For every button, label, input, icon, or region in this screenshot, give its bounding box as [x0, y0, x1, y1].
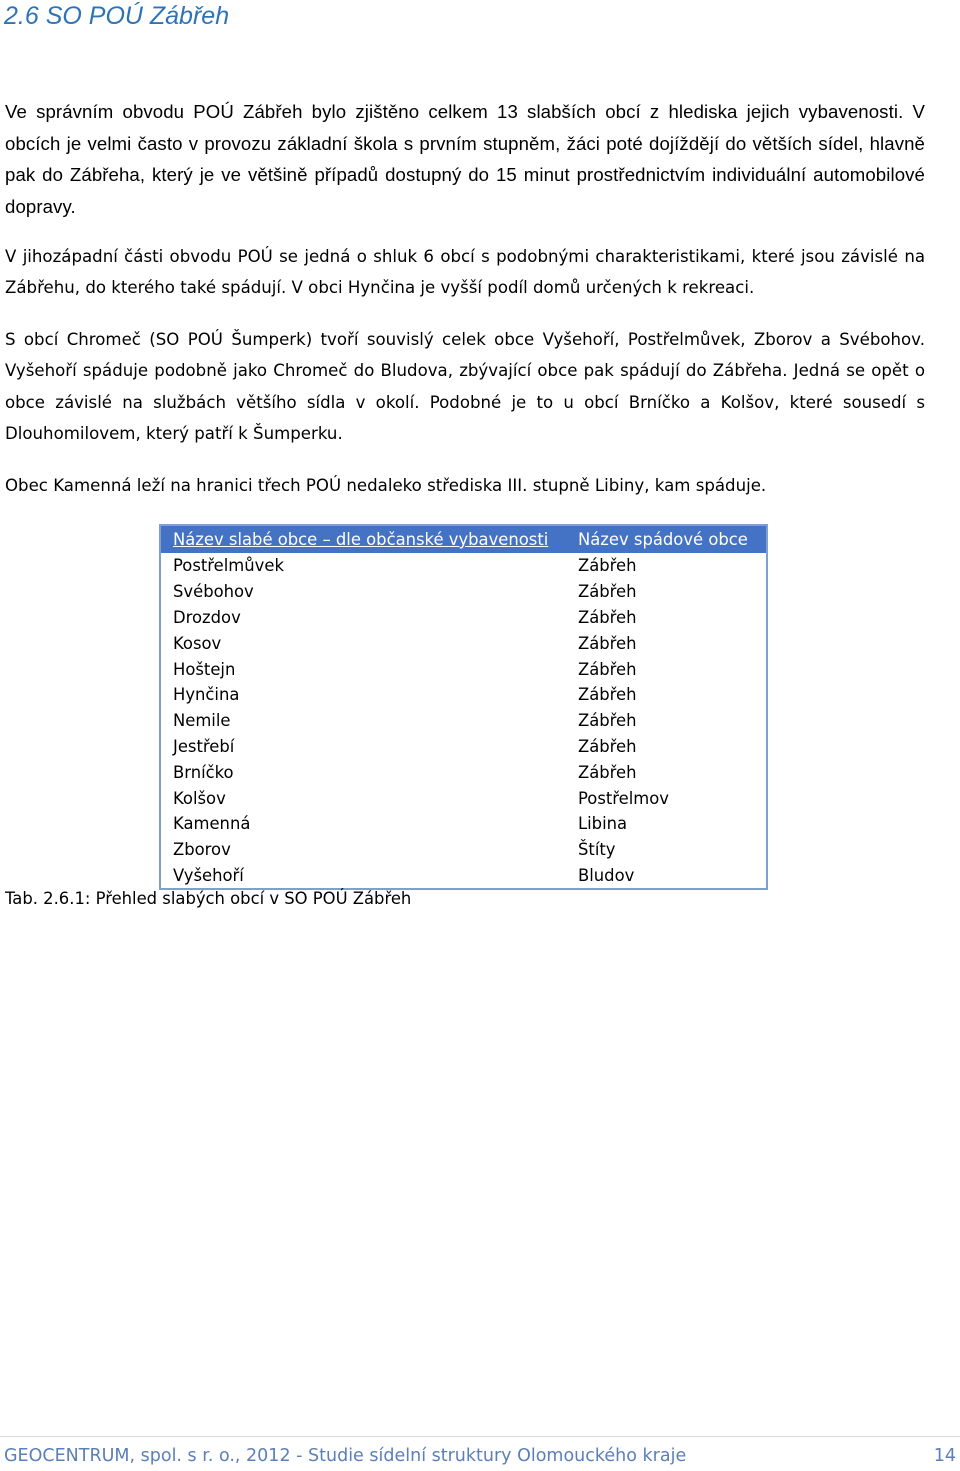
table-row: [161, 579, 766, 605]
page-number: 14: [933, 1446, 956, 1466]
table-row: [161, 708, 766, 734]
footer-divider: [0, 1436, 960, 1437]
header-weak-municipality: Název slabé obce – dle občanské vybavenosti: [173, 530, 549, 549]
cell-catchment-municipality: Postřelmov: [578, 788, 670, 808]
cell-weak-municipality: Hynčina: [173, 685, 240, 705]
cell-catchment-municipality: Zábřeh: [578, 736, 637, 756]
footer-text: GEOCENTRUM, spol. s r. o., 2012 - Studie sídelní struktury Olomouckého kraje: [4, 1446, 687, 1466]
cell-catchment-municipality: Libina: [578, 814, 628, 834]
paragraph-chromec: S obcí Chromeč (SO POÚ Šumperk) tvoří souvislý celek obce Vyšehoří, Postřelmůvek, Zborov a Svébohov. Vyšehoří spáduje podobně jako Chromeč do Bludova, zbývající obce pak spádují do Zábřeha. Jedná se opět o obce závislé na službách většího sídla v okolí. Podobné je to u obcí Brníčko a Kolšov, které sousedí s Dlouhomilovem, který patří k Šumperku.: [5, 330, 925, 443]
cell-catchment-municipality: Štíty: [578, 840, 616, 860]
table-row: [161, 759, 766, 785]
cell-weak-municipality: Kolšov: [173, 788, 226, 808]
table-row: [161, 682, 766, 708]
paragraph-kamenna: Obec Kamenná leží na hranici třech POÚ nedaleko střediska III. stupně Libiny, kam spáduje.: [5, 476, 767, 495]
table-row: [161, 863, 766, 889]
cell-catchment-municipality: Zábřeh: [578, 607, 637, 627]
cell-weak-municipality: Brníčko: [173, 762, 234, 782]
table-row: [161, 734, 766, 760]
cell-weak-municipality: Drozdov: [173, 607, 241, 627]
paragraph-intro: Ve správním obvodu POÚ Zábřeh bylo zjištěno celkem 13 slabších obcí z hlediska jejich vybavenosti. V obcích je velmi často v provozu základní škola s prvním stupněm, žáci poté dojíždějí do větších sídel, hlavně pak do Zábřeha, který je ve většině případů dostupný do 15 minut prostřednictvím individuální automobilové dopravy.: [5, 101, 925, 217]
weak-municipalities-table: [159, 524, 768, 890]
cell-weak-municipality: Zborov: [173, 840, 231, 860]
cell-weak-municipality: Postřelmůvek: [173, 556, 284, 576]
table-row: [161, 630, 766, 656]
cell-catchment-municipality: Bludov: [578, 865, 635, 885]
cell-weak-municipality: Jestřebí: [173, 736, 235, 756]
cell-weak-municipality: Nemile: [173, 711, 231, 731]
table-row: [161, 656, 766, 682]
cell-catchment-municipality: Zábřeh: [578, 582, 637, 602]
cell-weak-municipality: Kamenná: [173, 814, 251, 834]
section-heading: 2.6 SO POÚ Zábřeh: [4, 2, 230, 30]
cell-weak-municipality: Vyšehoří: [173, 865, 244, 885]
cell-catchment-municipality: Zábřeh: [578, 685, 637, 705]
cell-catchment-municipality: Zábřeh: [578, 556, 637, 576]
cell-catchment-municipality: Zábřeh: [578, 659, 637, 679]
cell-catchment-municipality: Zábřeh: [578, 762, 637, 782]
table-row: [161, 553, 766, 579]
table-body: [161, 553, 766, 888]
paragraph-southwest: V jihozápadní části obvodu POÚ se jedná o shluk 6 obcí s podobnými charakteristikami, které jsou závislé na Zábřehu, do kterého také spádují. V obci Hynčina je vyšší podíl domů určených k rekreaci.: [5, 247, 925, 298]
cell-weak-municipality: Svébohov: [173, 582, 254, 602]
cell-catchment-municipality: Zábřeh: [578, 711, 637, 731]
table-caption: Tab. 2.6.1: Přehled slabých obcí v SO POÚ Zábřeh: [5, 889, 412, 908]
cell-catchment-municipality: Zábřeh: [578, 633, 637, 653]
cell-weak-municipality: Hoštejn: [173, 659, 236, 679]
table-row: [161, 837, 766, 863]
cell-weak-municipality: Kosov: [173, 633, 222, 653]
table-row: [161, 785, 766, 811]
table-header-row: [161, 526, 766, 553]
table-row: [161, 811, 766, 837]
table-row: [161, 605, 766, 631]
header-catchment-municipality: Název spádové obce: [578, 530, 748, 549]
